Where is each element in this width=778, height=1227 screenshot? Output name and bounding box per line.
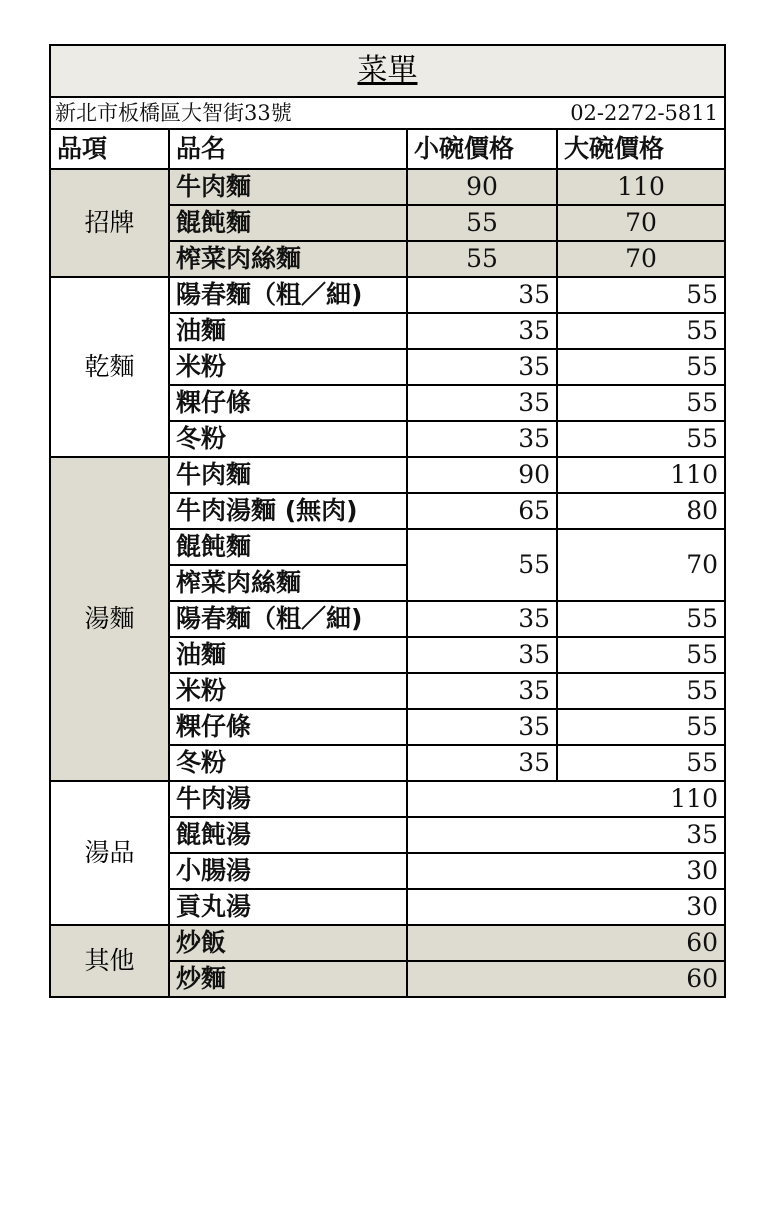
large-price: 110 [557,457,725,493]
table-row [50,277,725,313]
menu-title: 菜單 [50,45,725,97]
large-price: 55 [557,385,725,421]
small-price: 55 [407,205,557,241]
large-price: 55 [557,709,725,745]
large-price: 55 [557,637,725,673]
phone-number: 02-2272-5811 [407,97,725,129]
large-price: 110 [557,169,725,205]
item-name: 小腸湯 [169,853,407,889]
category-signature: 招牌 [50,169,169,277]
small-price: 35 [407,637,557,673]
large-price: 55 [557,673,725,709]
item-name: 冬粉 [169,745,407,781]
item-name: 冬粉 [169,421,407,457]
category-soup-noodles: 湯麵 [50,457,169,781]
header-category: 品項 [50,129,169,169]
category-dry-noodles: 乾麵 [50,277,169,457]
header-large-price: 大碗價格 [557,129,725,169]
item-name: 米粉 [169,673,407,709]
item-name: 榨菜肉絲麵 [169,565,407,601]
item-name: 餛飩麵 [169,529,407,565]
large-price: 70 [557,205,725,241]
small-price: 35 [407,277,557,313]
price: 60 [407,961,725,997]
small-price: 55 [407,529,557,601]
item-name: 炒飯 [169,925,407,961]
small-price: 35 [407,673,557,709]
large-price: 55 [557,277,725,313]
item-name: 餛飩湯 [169,817,407,853]
price: 35 [407,817,725,853]
header-small-price: 小碗價格 [407,129,557,169]
item-name: 炒麵 [169,961,407,997]
small-price: 35 [407,349,557,385]
large-price: 55 [557,313,725,349]
item-name: 榨菜肉絲麵 [169,241,407,277]
large-price: 55 [557,349,725,385]
table-row [50,457,725,493]
item-name: 牛肉麵 [169,169,407,205]
item-name: 米粉 [169,349,407,385]
item-name: 牛肉湯麵 (無肉) [169,493,407,529]
price: 30 [407,853,725,889]
header-item-name: 品名 [169,129,407,169]
large-price: 70 [557,529,725,601]
item-name: 牛肉麵 [169,457,407,493]
small-price: 35 [407,709,557,745]
small-price: 90 [407,457,557,493]
item-name: 貢丸湯 [169,889,407,925]
small-price: 35 [407,745,557,781]
large-price: 55 [557,421,725,457]
item-name: 陽春麵（粗／細) [169,601,407,637]
item-name: 陽春麵（粗／細) [169,277,407,313]
item-name: 粿仔條 [169,709,407,745]
table-row [50,169,725,205]
large-price: 70 [557,241,725,277]
address: 新北市板橋區大智街33號 [50,97,407,129]
small-price: 35 [407,313,557,349]
table-row [50,781,725,817]
table-row [50,925,725,961]
item-name: 粿仔條 [169,385,407,421]
small-price: 35 [407,385,557,421]
large-price: 55 [557,601,725,637]
small-price: 35 [407,601,557,637]
item-name: 餛飩麵 [169,205,407,241]
item-name: 油麵 [169,637,407,673]
small-price: 35 [407,421,557,457]
menu-table [49,44,726,998]
small-price: 90 [407,169,557,205]
price: 60 [407,925,725,961]
large-price: 80 [557,493,725,529]
price: 110 [407,781,725,817]
small-price: 55 [407,241,557,277]
small-price: 65 [407,493,557,529]
category-soups: 湯品 [50,781,169,925]
item-name: 油麵 [169,313,407,349]
category-others: 其他 [50,925,169,997]
item-name: 牛肉湯 [169,781,407,817]
large-price: 55 [557,745,725,781]
header-row [50,129,725,169]
price: 30 [407,889,725,925]
